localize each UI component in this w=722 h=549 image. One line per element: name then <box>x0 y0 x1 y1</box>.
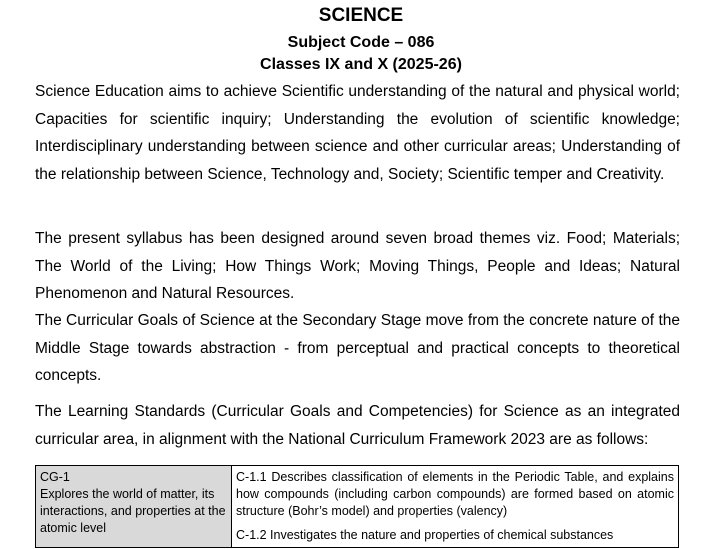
competency-item: C-1.1 Describes classification of elements in the Periodic Table, and explains how compounds (including carbon compounds) are formed based on atomic structure (Bohr’s model) and properties (valency) <box>236 470 674 518</box>
page-title: SCIENCE <box>318 5 404 26</box>
paragraph-learning-standards: The Learning Standards (Curricular Goals and Competencies) for Science as an integrated curricular area, in alignment with the National Curriculum Framework 2023 are as follows: <box>35 403 680 448</box>
curricular-goals-table <box>35 465 679 548</box>
subject-code: Subject Code – 086 <box>287 34 435 51</box>
classes-heading: Classes IX and X (2025-26) <box>260 56 462 73</box>
goal-id: CG-1 <box>40 470 70 484</box>
competency-item: C-1.2 Investigates the nature and properties of chemical substances <box>236 528 614 542</box>
paragraph-themes: The present syllabus has been designed around seven broad themes viz. Food; Materials; The World of the Living; How Things Work; Moving Things, People and Ideas; Natural Phenomenon and Natural Resources. <box>35 230 680 302</box>
paragraph-curricular-goals: The Curricular Goals of Science at the Secondary Stage move from the concrete nature of the Middle Stage towards abstraction - from perceptual and practical concepts to theoretical concepts. <box>35 312 680 384</box>
paragraph-aims: Science Education aims to achieve Scientific understanding of the natural and physical world; Capacities for scientific inquiry; Understanding the evolution of scientific knowledge; Interdisciplinary understanding between science and other curricular areas; Understanding of the relationship between Science, Technology and, Society; Scientific temper and Creativity. <box>35 83 680 183</box>
curricular-goal-cell <box>36 466 232 548</box>
goal-text: Explores the world of matter, its interactions, and properties at the atomic level <box>40 487 226 535</box>
competencies-cell <box>232 466 679 548</box>
table-row <box>36 466 679 548</box>
